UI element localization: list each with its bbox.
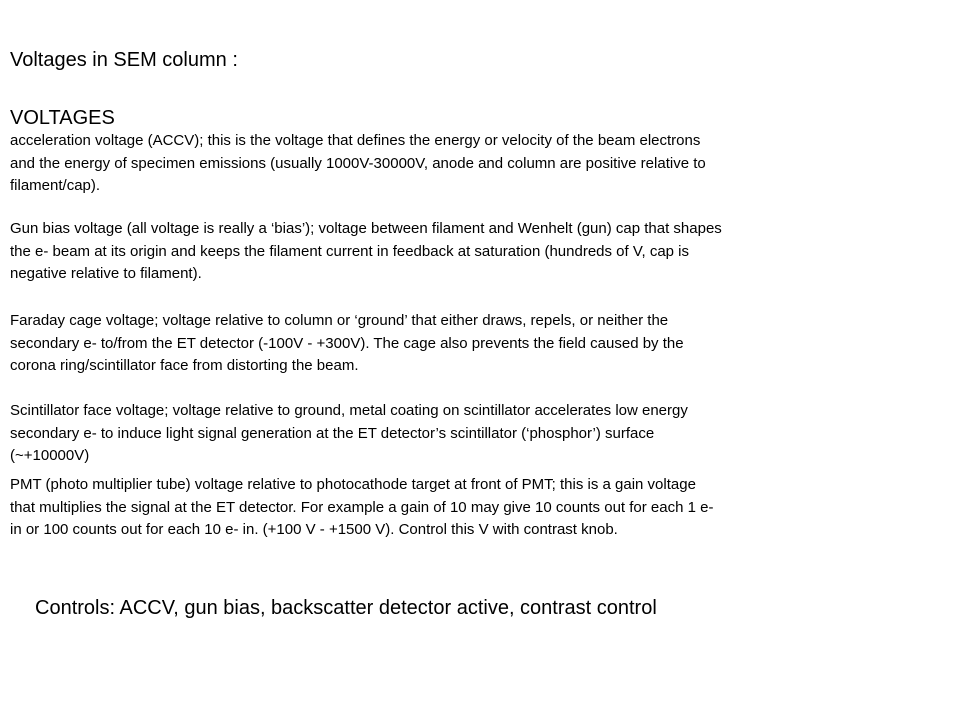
paragraph-line: Gun bias voltage (all voltage is really a ‘bias’); voltage between filament and Wenhelt (gun) cap that shapes: [10, 220, 722, 237]
paragraph-scintillator: [10, 400, 915, 468]
paragraph-line: that multiplies the signal at the ET detector. For example a gain of 10 may give 10 counts out for each 1 e-: [10, 498, 714, 516]
paragraph-faraday-cage: [10, 310, 915, 378]
paragraph-line: secondary e- to induce light signal generation at the ET detector’s scintillator (‘phosphor’) surface: [10, 424, 655, 442]
paragraph-accv: [10, 130, 915, 198]
paragraph-line: the e- beam at its origin and keeps the filament current in feedback at saturation (hundreds of V, cap is: [10, 242, 690, 260]
slide-title: Voltages in SEM column :: [10, 49, 238, 71]
section-heading: VOLTAGES: [10, 107, 115, 129]
paragraph-line: filament/cap).: [10, 177, 101, 194]
paragraph-pmt: [10, 474, 915, 542]
paragraph-gun-bias: [10, 218, 915, 286]
controls-summary: Controls: ACCV, gun bias, backscatter detector active, contrast control: [35, 597, 657, 619]
paragraph-line: secondary e- to/from the ET detector (-100V - +300V). The cage also prevents the field caused by the: [10, 334, 684, 352]
paragraph-line: corona ring/scintillator face from distorting the beam.: [10, 357, 359, 374]
paragraph-line: and the energy of specimen emissions (usually 1000V-30000V, anode and column are positive relative to: [10, 154, 706, 172]
paragraph-line: negative relative to filament).: [10, 265, 202, 282]
paragraph-line: PMT (photo multiplier tube) voltage relative to photocathode target at front of PMT; this is a gain voltage: [10, 476, 696, 493]
paragraph-line: (~+10000V): [10, 447, 90, 464]
paragraph-line: Faraday cage voltage; voltage relative to column or ‘ground’ that either draws, repels, or neither the: [10, 312, 669, 329]
paragraph-line: Scintillator face voltage; voltage relative to ground, metal coating on scintillator accelerates low energy: [10, 402, 688, 419]
paragraph-line: acceleration voltage (ACCV); this is the voltage that defines the energy or velocity of the beam electrons: [10, 132, 701, 149]
paragraph-line: in or 100 counts out for each 10 e- in. (+100 V - +1500 V). Control this V with contrast knob.: [10, 521, 618, 538]
